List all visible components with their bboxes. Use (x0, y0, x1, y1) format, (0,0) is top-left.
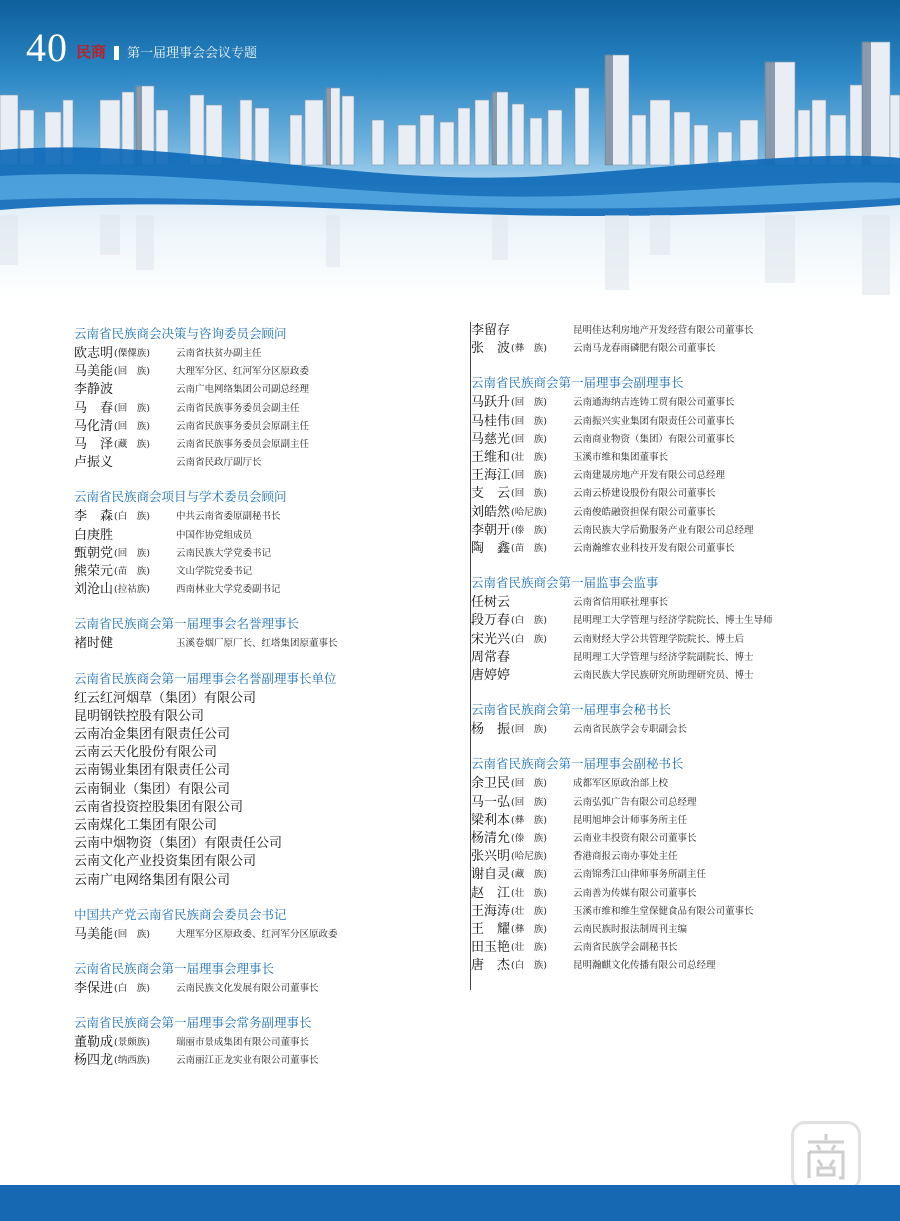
member-row (74, 508, 464, 526)
member-position: 云南省民族学会副秘书长 (573, 942, 678, 954)
left-column (74, 325, 464, 1087)
member-position: 昆明佳达利房地产开发经营有限公司董事长 (573, 325, 754, 336)
shang-watermark-icon (800, 1130, 852, 1182)
member-position: 云南马龙春雨磷肥有限公司董事长 (573, 343, 716, 355)
org-item: 云南广电网络集团有限公司 (74, 872, 231, 888)
member-position: 香港商报云南办事处主任 (573, 851, 678, 863)
member-row (471, 775, 881, 793)
member-row (471, 794, 881, 812)
member-name: 马 春 (74, 400, 114, 416)
section-title: 云南省民族商会第一届监事会监事 (471, 575, 659, 591)
member-row (471, 939, 881, 957)
member-position: 云南业丰投资有限公司董事长 (573, 833, 697, 845)
member-row (471, 612, 881, 630)
member-row (471, 394, 881, 412)
city-skyline-banner (0, 0, 900, 300)
member-name: 余卫民 (471, 776, 511, 792)
section-title: 云南省民族商会决策与咨询委员会顾问 (74, 326, 287, 341)
member-name: 谢自灵 (471, 867, 511, 883)
member-row (471, 631, 881, 649)
member-position: 大理军分区原政委、红河军分区原政委 (176, 928, 338, 940)
member-position: 云南通海纳吉连铸工贸有限公司董事长 (573, 397, 735, 409)
member-row (74, 926, 464, 944)
member-name: 甄朝党 (74, 545, 114, 561)
member-name: 欧志明 (74, 346, 114, 361)
member-ethnicity (511, 649, 573, 667)
member-row (471, 431, 881, 449)
member-position: 西南林业大学党委副书记 (176, 584, 281, 596)
member-row (471, 903, 881, 921)
section-advisors-decision (74, 325, 464, 472)
member-ethnicity: (回 族) (511, 724, 547, 736)
org-item: 昆明钢铁控股有限公司 (74, 708, 205, 724)
member-name: 马美能 (74, 364, 114, 380)
member-position: 昆明理工大学管理与经济学院副院长、博士 (573, 651, 754, 663)
section-secretary-general (471, 701, 881, 739)
member-name: 李 森 (74, 509, 114, 525)
member-ethnicity: (白 族) (511, 615, 547, 627)
member-position: 云南财经大学公共管理学院院长、博士后 (573, 633, 745, 645)
section-title: 云南省民族商会第一届理事会名誉理事长 (74, 616, 300, 632)
member-name: 梁利本 (471, 812, 511, 828)
member-ethnicity: (拉祜族) (114, 584, 150, 596)
member-name: 宋光兴 (471, 631, 511, 647)
member-position: 文山学院党委书记 (176, 566, 253, 578)
member-ethnicity: (彝 族) (511, 814, 547, 826)
member-name: 杨 振 (471, 722, 511, 738)
section-title: 云南省民族商会第一届理事会名誉副理事长单位 (74, 670, 337, 686)
member-name: 白庚胜 (74, 527, 114, 543)
member-row (74, 436, 464, 454)
member-ethnicity: (傈僳族) (114, 348, 150, 359)
section-title: 云南省民族商会第一届理事会副理事长 (471, 375, 684, 391)
member-ethnicity (511, 667, 573, 685)
member-name: 田玉艳 (471, 940, 511, 956)
member-ethnicity (114, 381, 176, 399)
member-position: 云南省民政厅副厅长 (176, 457, 262, 469)
member-ethnicity: (壮 族) (511, 887, 547, 899)
member-position: 云南广电网络集团公司副总经理 (176, 384, 310, 396)
member-row (471, 449, 881, 467)
section-honorary-vice-units (74, 670, 464, 890)
member-name: 任树云 (471, 595, 511, 611)
member-name: 马化清 (74, 418, 114, 434)
member-name: 马一弘 (471, 794, 511, 810)
member-position: 云南省民族事务委员会原副主任 (176, 439, 310, 451)
member-ethnicity: (回 族) (511, 415, 547, 427)
member-ethnicity: (回 族) (114, 402, 150, 414)
member-row (471, 830, 881, 848)
section-supervisors (471, 574, 881, 685)
section-executive-vice-chairman-cont (471, 322, 881, 358)
member-row (471, 667, 881, 685)
member-row (74, 581, 464, 599)
member-row (471, 885, 881, 903)
member-ethnicity (114, 527, 176, 545)
member-name: 马美能 (74, 926, 114, 942)
member-position: 云南云桥建设股份有限公司董事长 (573, 488, 716, 500)
member-ethnicity: (苗 族) (511, 543, 547, 555)
member-name: 李留存 (471, 323, 511, 338)
member-ethnicity: (藏 族) (114, 439, 150, 451)
member-row (471, 340, 881, 358)
member-row (471, 866, 881, 884)
right-column (470, 322, 881, 990)
member-name: 杨清允 (471, 831, 511, 847)
section-title: 云南省民族商会第一届理事会理事长 (74, 961, 275, 977)
member-position: 成都军区原政治部上校 (573, 778, 669, 790)
member-ethnicity: (哈尼族) (511, 851, 547, 863)
member-row (74, 527, 464, 545)
member-position: 云南瀚维农业科技开发有限公司董事长 (573, 543, 735, 555)
member-name: 张 波 (471, 341, 511, 357)
member-position: 中国作协党组成员 (176, 529, 253, 541)
member-name: 刘皓然 (471, 504, 511, 520)
member-position: 中共云南省委原副秘书长 (176, 511, 281, 523)
member-name: 李保进 (74, 981, 114, 997)
member-name: 李朝开 (471, 522, 511, 538)
member-row (471, 540, 881, 558)
page-header (26, 24, 257, 68)
member-row (471, 812, 881, 830)
member-ethnicity: (回 族) (114, 547, 150, 559)
org-item: 云南煤化工集团有限公司 (74, 818, 218, 834)
section-title: 云南省民族商会第一届理事会秘书长 (471, 702, 672, 718)
member-row (471, 921, 881, 939)
member-row (471, 504, 881, 522)
member-name: 卢振义 (74, 455, 114, 471)
member-row (471, 322, 881, 340)
member-position: 云南省扶贫办副主任 (176, 348, 262, 359)
org-item: 云南省投资控股集团有限公司 (74, 799, 244, 815)
member-position: 云南省民族事务委员会原副主任 (176, 420, 310, 432)
member-name: 李静波 (74, 382, 114, 398)
member-position: 昆明瀚麒文化传播有限公司总经理 (573, 960, 716, 972)
member-row (74, 363, 464, 381)
page-number: 40 (26, 25, 68, 70)
member-ethnicity: (回 族) (511, 488, 547, 500)
member-ethnicity: (景颇族) (114, 1037, 150, 1049)
member-ethnicity: (傣 族) (511, 524, 547, 536)
member-position: 昆明旭坤会计师事务所主任 (573, 814, 688, 826)
member-name: 陶 鑫 (471, 541, 511, 557)
member-row (74, 980, 464, 998)
member-name: 马跃升 (471, 395, 511, 411)
member-ethnicity: (回 族) (511, 397, 547, 409)
member-position: 昆明理工大学管理与经济学院院长、博士生导师 (573, 615, 773, 627)
member-ethnicity: (壮 族) (511, 452, 547, 464)
member-ethnicity: (苗 族) (114, 566, 150, 578)
member-name: 赵 江 (471, 885, 511, 901)
member-row (471, 522, 881, 540)
member-ethnicity: (傣 族) (511, 833, 547, 845)
member-row (471, 594, 881, 612)
section-honorary-chairman (74, 615, 464, 653)
member-position: 云南民族文化发展有限公司董事长 (176, 983, 319, 995)
member-position: 瑞丽市景成集团有限公司董事长 (176, 1037, 310, 1049)
member-position: 云南丽江正龙实业有限公司董事长 (176, 1055, 319, 1067)
member-name: 唐婷婷 (471, 668, 511, 684)
member-row (471, 467, 881, 485)
member-position: 玉溪市维和维生堂保健食品有限公司董事长 (573, 905, 754, 917)
member-row (74, 400, 464, 418)
member-row (74, 418, 464, 436)
member-ethnicity: (壮 族) (511, 942, 547, 954)
member-name: 王 耀 (471, 922, 511, 938)
member-ethnicity (511, 322, 573, 340)
member-ethnicity: (藏 族) (511, 869, 547, 881)
member-row (471, 649, 881, 667)
member-name: 马桂伟 (471, 413, 511, 429)
member-position: 云南民族时报法制周刊主编 (573, 924, 688, 936)
org-item: 云南文化产业投资集团有限公司 (74, 854, 257, 870)
section-title: 云南省民族商会第一届理事会常务副理事长 (74, 1015, 312, 1031)
footer-bar (0, 1185, 900, 1221)
member-ethnicity: (哈尼族) (511, 506, 547, 518)
member-name: 刘沧山 (74, 582, 114, 598)
member-row (74, 1052, 464, 1070)
member-name: 褚时健 (74, 636, 114, 652)
member-row (74, 345, 464, 363)
member-position: 大理军分区、红河军分区原政委 (176, 366, 310, 378)
member-name: 唐 杰 (471, 958, 511, 974)
member-position: 云南民族大学后勤服务产业有限公司总经理 (573, 524, 754, 536)
member-row (471, 413, 881, 431)
member-ethnicity: (回 族) (114, 928, 150, 940)
member-position: 云南弘弧广告有限公司总经理 (573, 796, 697, 808)
skyline-reflection (0, 215, 890, 295)
org-item: 云南冶金集团有限责任公司 (74, 727, 231, 743)
member-ethnicity (114, 635, 176, 653)
member-ethnicity: (彝 族) (511, 343, 547, 355)
member-position: 云南民族大学党委书记 (176, 547, 272, 559)
member-name: 周常春 (471, 649, 511, 665)
member-ethnicity (114, 454, 176, 472)
section-vice-chairman (471, 374, 881, 558)
member-name: 王海江 (471, 468, 511, 484)
member-row (74, 563, 464, 581)
member-row (471, 848, 881, 866)
member-row (471, 485, 881, 503)
member-ethnicity: (纳西族) (114, 1055, 150, 1067)
member-position: 云南民族大学民族研究所助理研究员、博士 (573, 670, 754, 682)
member-ethnicity: (回 族) (114, 366, 150, 378)
member-position: 云南商业物资（集团）有限公司董事长 (573, 433, 735, 445)
org-item: 云南铜业（集团）有限公司 (74, 781, 231, 797)
section-title: 云南省民族商会项目与学术委员会顾问 (74, 489, 287, 505)
member-row (471, 721, 881, 739)
member-name: 段万春 (471, 613, 511, 629)
member-ethnicity: (白 族) (511, 633, 547, 645)
section-advisors-academic (74, 488, 464, 599)
member-name: 王维和 (471, 450, 511, 466)
member-name: 董勒成 (74, 1035, 114, 1051)
member-position: 云南锦秀江山律师事务所副主任 (573, 869, 707, 881)
member-position: 云南省民族事务委员会副主任 (176, 402, 300, 414)
member-name: 王海涛 (471, 903, 511, 919)
member-ethnicity: (回 族) (511, 470, 547, 482)
member-position: 云南省民族学会专职副会长 (573, 724, 688, 736)
member-ethnicity: (回 族) (114, 420, 150, 432)
section-title: 云南省民族商会第一届理事会副秘书长 (471, 756, 684, 772)
member-name: 熊荣元 (74, 564, 114, 580)
member-name: 马 泽 (74, 437, 114, 453)
section-party-secretary (74, 906, 464, 944)
shang-watermark-logo (791, 1121, 861, 1191)
org-item: 红云红河烟草（集团）有限公司 (74, 690, 257, 706)
section-title: 中国共产党云南省民族商会委员会书记 (74, 906, 287, 922)
member-ethnicity: (白 族) (114, 983, 150, 995)
member-row (471, 957, 881, 975)
member-position: 玉溪市维和集团董事长 (573, 452, 669, 464)
member-row (74, 454, 464, 472)
member-ethnicity (511, 594, 573, 612)
org-item: 云南中烟物资（集团）有限责任公司 (74, 836, 283, 852)
member-name: 杨四龙 (74, 1053, 114, 1069)
member-position: 云南振兴实业集团有限责任公司董事长 (573, 415, 735, 427)
org-item: 云南云天化股份有限公司 (74, 745, 218, 761)
member-name: 马慈光 (471, 431, 511, 447)
section-chairman (74, 960, 464, 998)
member-ethnicity: (回 族) (511, 796, 547, 808)
member-ethnicity: (白 族) (511, 960, 547, 972)
member-row (74, 545, 464, 563)
member-row (74, 635, 464, 653)
section-executive-vice-chairman (74, 1014, 464, 1070)
issue-title: 第一届理事会会议专题 (127, 46, 258, 61)
member-ethnicity: (白 族) (114, 511, 150, 523)
member-position: 云南省信用联社理事长 (573, 597, 669, 609)
member-name: 张兴明 (471, 849, 511, 865)
member-ethnicity: (彝 族) (511, 924, 547, 936)
member-row (74, 1034, 464, 1052)
magazine-name: 民商 (76, 43, 107, 61)
org-item: 云南锡业集团有限责任公司 (74, 763, 231, 779)
member-ethnicity: (回 族) (511, 778, 547, 790)
member-position: 云南善为传媒有限公司董事长 (573, 887, 697, 899)
member-position: 云南俊皓融资担保有限公司董事长 (573, 506, 716, 518)
member-name: 支 云 (471, 486, 511, 502)
header-divider (114, 46, 119, 60)
member-position: 玉溪卷烟厂原厂长、红塔集团原董事长 (176, 638, 338, 650)
member-ethnicity: (壮 族) (511, 905, 547, 917)
member-position: 云南建晟房地产开发有限公司总经理 (573, 470, 726, 482)
member-ethnicity: (回 族) (511, 433, 547, 445)
section-deputy-secretary-general (471, 755, 881, 975)
member-row (74, 381, 464, 399)
